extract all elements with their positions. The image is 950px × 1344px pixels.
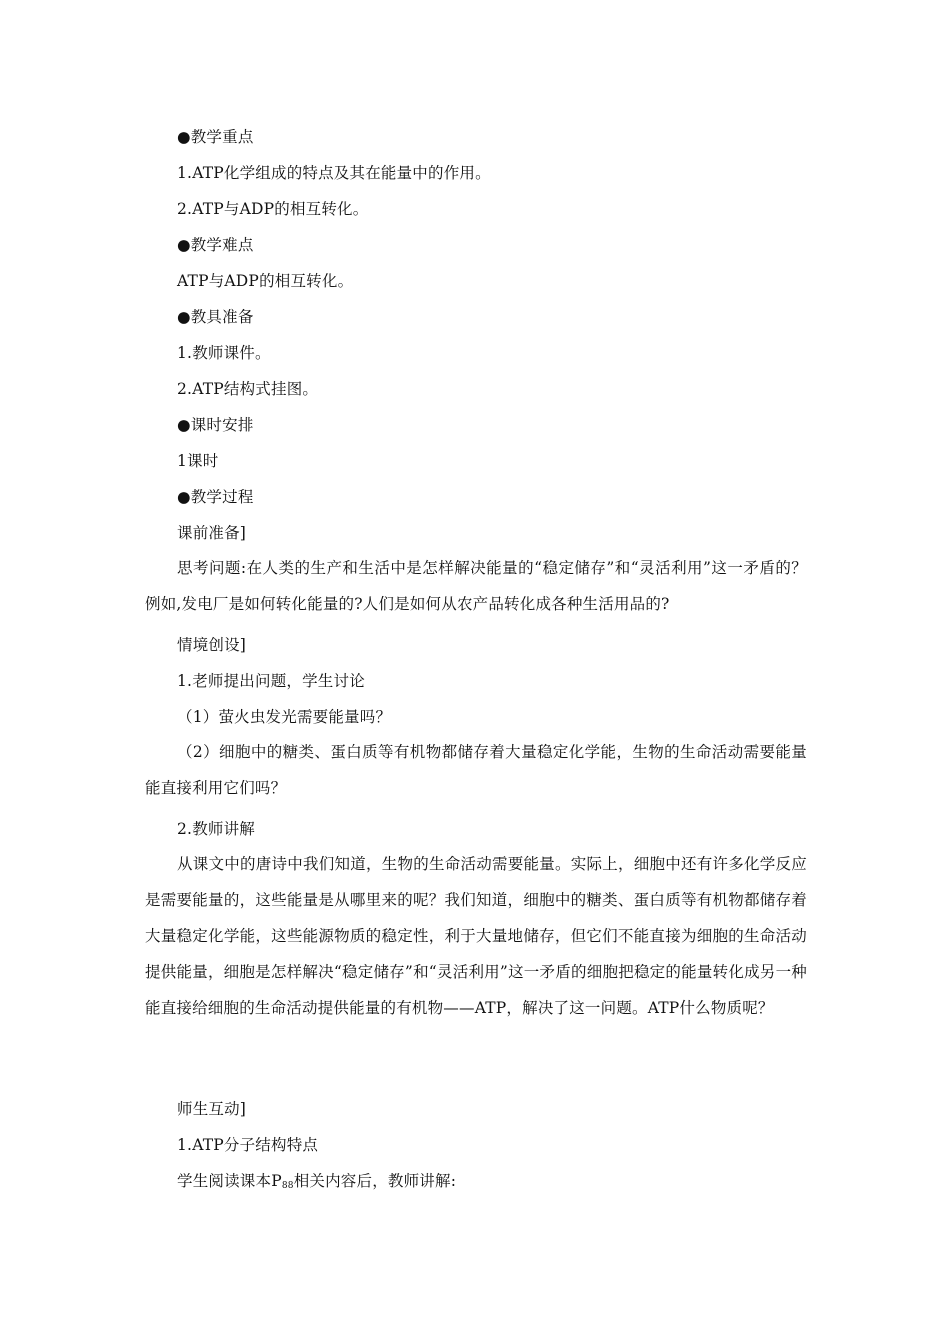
reading-prefix: 学生阅读课本P [177, 1172, 282, 1190]
page-number-subscript: 88 [281, 1181, 294, 1191]
interact-item-1: 1.ATP分子结构特点 [177, 1136, 319, 1154]
tools-item-2: 2.ATP结构式挂图。 [177, 380, 319, 398]
tools-heading: ●教具准备 [177, 308, 254, 326]
schedule-heading: ●课时安排 [177, 416, 254, 434]
scene-question-2: （2）细胞中的糖类、蛋白质等有机物都储存着大量稳定化学能，生物的生命活动需要能量能直接利用它们吗？ [145, 743, 807, 797]
lecture-paragraph: 从课文中的唐诗中我们知道，生物的生命活动需要能量。实际上，细胞中还有许多化学反应是需要能量的，这些能量是从哪里来的呢？我们知道，细胞中的糖类、蛋白质等有机物都储存着大量稳定化学能，这些能源物质的稳定性，利于大量地储存，但它们不能直接为细胞的生命活动提供能量，细胞是怎样解决“稳定储存”和“灵活利用”这一矛盾的细胞把稳定的能量转化成另一种能直接给细胞的生命活动提供能量的有机物——ATP，解决了这一问题。ATP什么物质呢？ [145, 855, 807, 1017]
interact-label: 师生互动] [177, 1100, 247, 1118]
focus-item-2: 2.ATP与ADP的相互转化。 [177, 200, 369, 218]
scene-item-2: 2.教师讲解 [177, 820, 255, 838]
scene-label: 情境创设] [177, 636, 247, 654]
reading-suffix: 相关内容后，教师讲解: [293, 1172, 457, 1190]
schedule-item: 1课时 [177, 452, 219, 470]
focus-heading: ●教学重点 [177, 128, 254, 146]
prep-paragraph: 思考问题:在人类的生产和生活中是怎样解决能量的“稳定储存”和“灵活利用”这一矛盾的？例如,发电厂是如何转化能量的?人们是如何从农产品转化成各种生活用品的? [145, 559, 807, 613]
difficulty-heading: ●教学难点 [177, 236, 254, 254]
scene-item-1: 1.老师提出问题，学生讨论 [177, 672, 365, 690]
scene-question-1: （1）萤火虫发光需要能量吗？ [177, 708, 392, 726]
process-heading: ●教学过程 [177, 488, 254, 506]
prep-label: 课前准备] [177, 524, 247, 542]
tools-item-1: 1.教师课件。 [177, 344, 271, 362]
reading-instruction [177, 1171, 456, 1196]
difficulty-item: ATP与ADP的相互转化。 [177, 272, 354, 290]
focus-item-1: 1.ATP化学组成的特点及其在能量中的作用。 [177, 164, 491, 182]
